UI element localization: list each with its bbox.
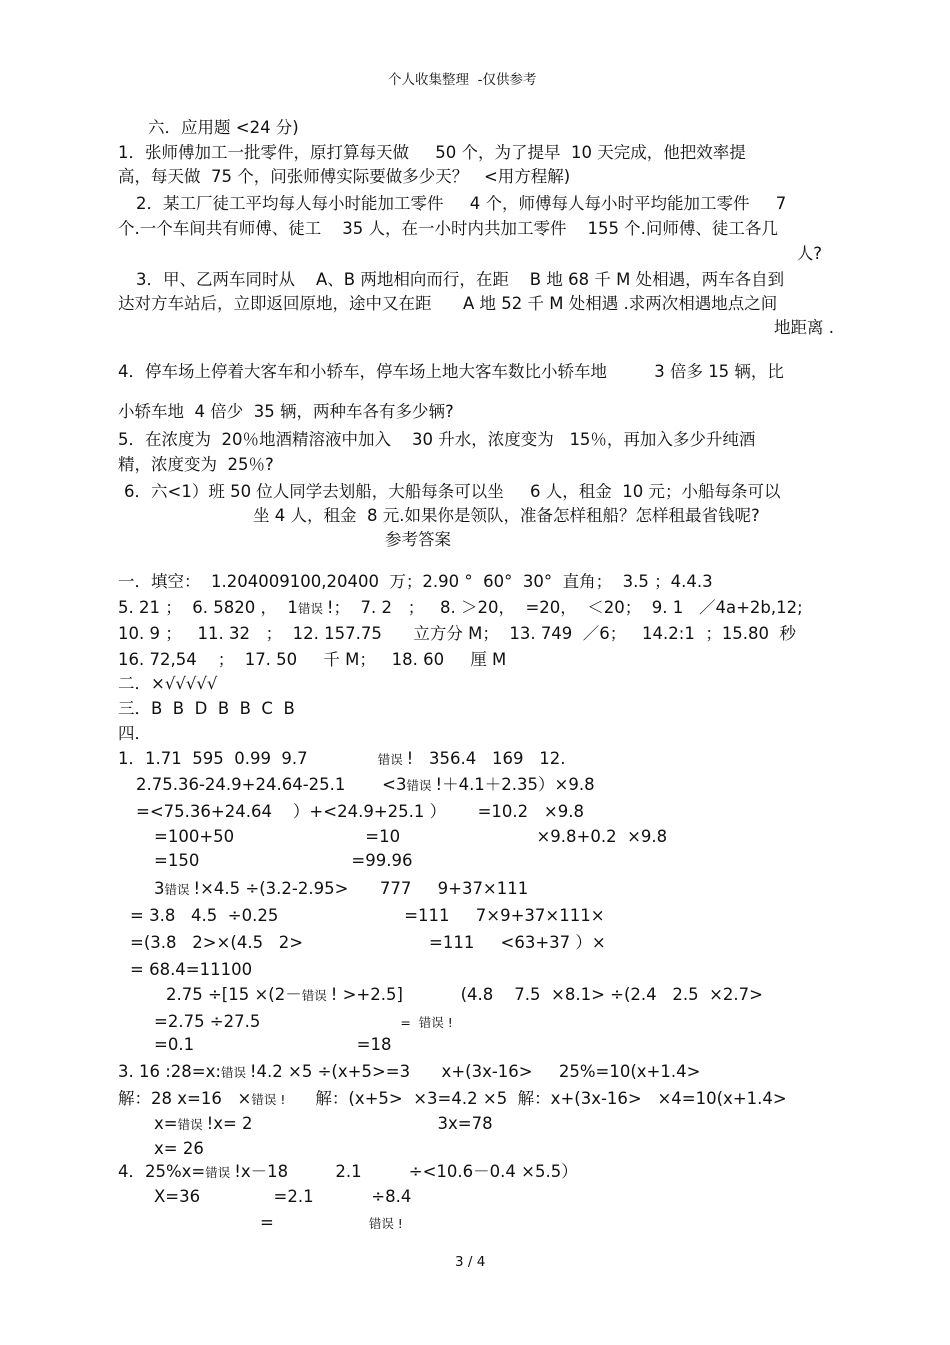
calc-line-3: =<75.36+24.64 ）+<24.9+25.1 ） =10.2 ×9.8 xyxy=(136,802,584,821)
calc-line-5: =150 =99.96 xyxy=(154,851,413,870)
calc-text: !＋4.1＋2.35）×9.8 xyxy=(435,775,595,794)
calc-line-16: x= 26 xyxy=(154,1139,204,1158)
error-text: 错误 xyxy=(177,1117,207,1132)
answer-line-4: 16. 72,54 ； 17. 50 千 M； 18. 60 厘 M xyxy=(118,650,507,669)
question-2-line-1: 2．某工厂徒工平均每人每小时能加工零件 4 个，师傅每人每小时平均能加工零件 7 xyxy=(136,194,787,213)
question-5-line-1: 5．在浓度为 20％地酒精溶液中加入 30 升水，浓度变为 15％，再加入多少升纯酒 xyxy=(118,430,756,449)
question-4-line-2: 小轿车地 4 倍少 35 辆，两种车各有多少辆? xyxy=(118,402,454,421)
error-text: 错误 xyxy=(205,1165,235,1180)
calc-line-15 xyxy=(154,1114,493,1135)
calc-line-17 xyxy=(118,1162,578,1183)
calc-text: 3. 16 :28=x: xyxy=(118,1062,221,1081)
page-header: 个人收集整理 -仅供参考 xyxy=(388,72,537,88)
error-text: = 错误 ! xyxy=(400,1015,453,1030)
answer-text: !； 7. 2 ； 8. ＞20， =20， ＜20； 9. 1 ／4a+2b,12; xyxy=(326,598,803,617)
answer-line-6: 三．B B D B B C B xyxy=(118,699,295,718)
question-2-line-2: 个.一个车间共有师傅、徒工 35 人，在一小时内共加工零件 155 个.问师傅、徒工各几 xyxy=(118,219,778,238)
calc-text: 解：28 x=16 × xyxy=(118,1089,252,1108)
calc-text: 3 xyxy=(154,879,165,898)
calc-line-2 xyxy=(136,775,595,796)
calc-text: !x－18 2.1 ÷<10.6－0.4 ×5.5） xyxy=(234,1162,578,1181)
section-title: 六．应用题 <24 分) xyxy=(148,118,299,137)
error-text: 错误 xyxy=(297,601,327,616)
calc-line-19 xyxy=(260,1213,403,1234)
calc-text: =2.75 ÷27.5 xyxy=(154,1012,261,1031)
calc-text: ! >+2.5] (4.8 7.5 ×8.1> ÷(2.4 2.5 ×2.7> xyxy=(330,985,763,1004)
calc-line-4: =100+50 =10 ×9.8+0.2 ×9.8 xyxy=(154,827,668,846)
answer-line-1: 一．填空： 1.204009100,20400 万；2.90 ° 60° 30° 直角； 3.5 ；4.4.3 xyxy=(118,572,713,591)
calc-line-1 xyxy=(118,749,565,770)
error-text: 错误 xyxy=(301,988,331,1003)
calc-line-9: = 68.4=11100 xyxy=(130,960,253,979)
answer-line-2 xyxy=(118,598,803,619)
calc-text: !4.2 ×5 ÷(x+5>=3 x+(3x-16> 25%=10(x+1.4> xyxy=(249,1062,701,1081)
error-text: 错误 ! xyxy=(251,1092,286,1107)
calc-line-10 xyxy=(166,985,763,1006)
calc-text: 2.75 ÷[15 ×(2－ xyxy=(166,985,302,1004)
calc-text: ! 356.4 169 12. xyxy=(406,749,566,768)
question-2-line-3: 人? xyxy=(796,244,822,263)
calc-line-14 xyxy=(118,1089,787,1110)
error-text: 错误 xyxy=(220,1065,250,1080)
question-3-line-3: 地距离 . xyxy=(774,318,834,337)
error-text: 错误 ! xyxy=(368,1216,403,1231)
calc-line-11 xyxy=(154,1012,453,1033)
calc-line-6 xyxy=(154,879,528,900)
question-1-line-2: 高，每天做 75 个，问张师傅实际要做多少天？ <用方程解) xyxy=(118,167,571,186)
calc-text: 1．1.71 595 0.99 9.7 xyxy=(118,749,308,768)
question-3-line-2: 达对方车站后，立即返回原地，途中又在距 A 地 52 千 M 处相遇 .求两次相遇地点之间 xyxy=(118,294,778,313)
calc-line-7: = 3.8 4.5 ÷0.25 =111 7×9+37×111× xyxy=(130,906,605,925)
calc-line-13 xyxy=(118,1062,700,1083)
answer-line-3: 10. 9 ； 11. 32 ； 12. 157.75 立方分 M； 13. 749 ／6； 14.2:1 ；15.80 秒 xyxy=(118,624,797,643)
question-4-line-1: 4．停车场上停着大客车和小轿车，停车场上地大客车数比小轿车地 3 倍多 15 辆，比 xyxy=(118,362,784,381)
question-6-line-1: 6．六<1）班 50 位人同学去划船，大船每条可以坐 6 人，租金 10 元；小船每条可以 xyxy=(124,482,781,501)
calc-text: 2.75.36-24.9+24.64-25.1 <3 xyxy=(136,775,407,794)
calc-text: !x= 2 xyxy=(206,1114,253,1133)
calc-text: x= xyxy=(154,1114,178,1133)
error-text: 错误 xyxy=(164,882,194,897)
calc-text: 解：(x+5> ×3=4.2 ×5 解：x+(3x-16> ×4=10(x+1.4> xyxy=(315,1089,787,1108)
answer-text: 5. 21 ； 6. 5820 ， 1 xyxy=(118,598,298,617)
calc-line-8: =(3.8 2>×(4.5 2> =111 <63+37 ）× xyxy=(130,933,606,952)
calc-line-12: =0.1 =18 xyxy=(154,1035,392,1054)
calc-line-18: X=36 =2.1 ÷8.4 xyxy=(154,1187,412,1206)
question-3-line-1: 3．甲、乙两车同时从 A、B 两地相向而行，在距 B 地 68 千 M 处相遇，两车各自到 xyxy=(136,270,785,289)
question-1-line-1: 1．张师傅加工一批零件，原打算每天做 50 个，为了提早 10 天完成，他把效率提 xyxy=(118,143,746,162)
calc-text: = xyxy=(260,1213,274,1232)
answer-line-7: 四． xyxy=(118,724,151,743)
calc-text: 4．25%x= xyxy=(118,1162,206,1181)
question-6-line-2: 坐 4 人，租金 8 元.如果你是领队，准备怎样租船？怎样租最省钱呢? xyxy=(253,506,760,525)
answer-line-5: 二．×√√√√√ xyxy=(118,674,218,693)
page-number: 3 / 4 xyxy=(455,1254,486,1270)
answer-title: 参考答案 xyxy=(385,530,451,549)
error-text: 错误 xyxy=(406,778,436,793)
calc-text: !×4.5 ÷(3.2-2.95> 777 9+37×111 xyxy=(193,879,529,898)
calc-text: 3x=78 xyxy=(437,1114,493,1133)
question-5-line-2: 精，浓度变为 25％? xyxy=(118,455,274,474)
error-text: 错误 xyxy=(377,752,407,767)
